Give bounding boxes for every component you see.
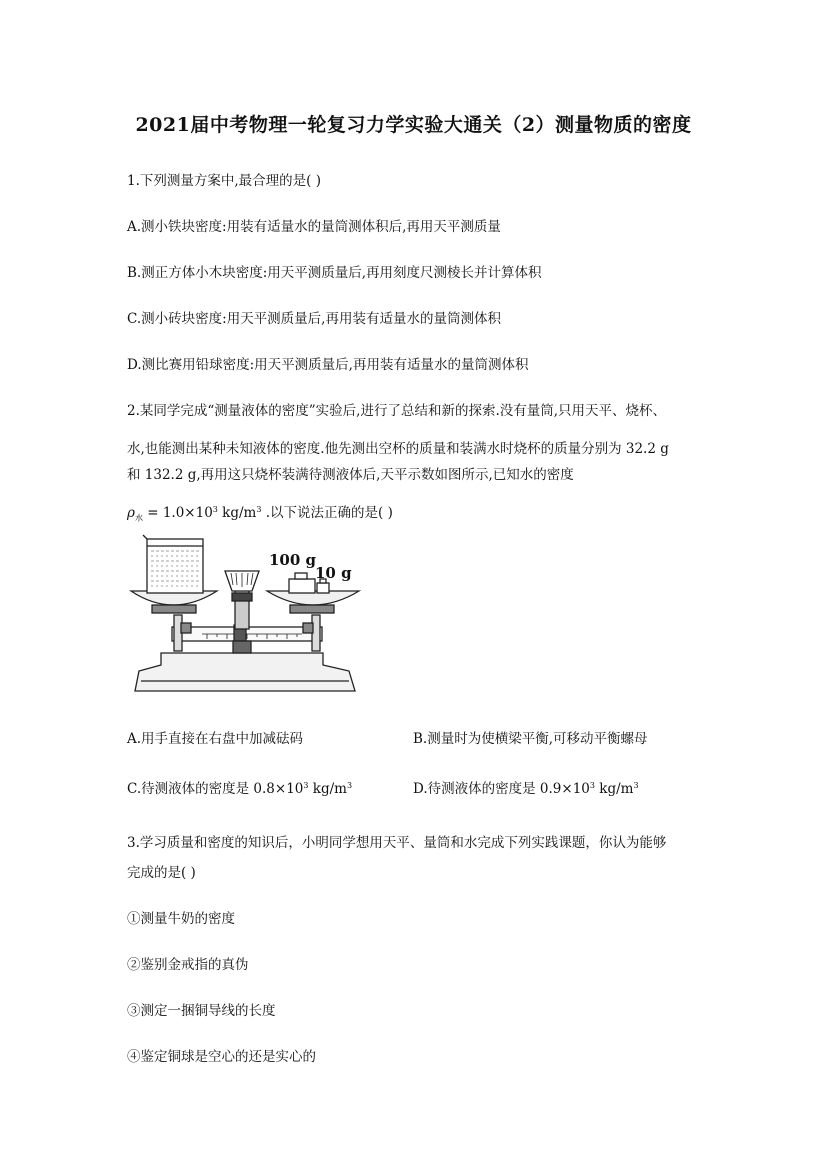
weight-label-100g: 100 g [269,551,317,569]
rho-symbol: ρ [127,505,135,521]
formula-unit: kg/m [217,505,257,521]
rho-subscript: 水 [134,513,143,523]
q2-option-a: A.用手直接在右盘中加减砝码 [127,731,304,747]
formula-tail: .以下说法正确的是( ) [261,505,393,521]
q2-option-c-unit: kg/m [308,781,347,797]
q1-option-c: C.测小砖块密度:用天平测质量后,再用装有适量水的量筒测体积 [127,311,501,327]
q2-formula [127,501,393,524]
q3-item-2: ②鉴别金戒指的真伪 [127,957,249,973]
formula-unit-exp: 3 [256,505,262,514]
q1-stem: 1.下列测量方案中,最合理的是( ) [127,173,321,189]
q2-option-c-unit-exp: 3 [346,781,353,790]
q2-option-b: B.测量时为使横梁平衡,可移动平衡螺母 [413,731,648,747]
q3-item-1: ①测量牛奶的密度 [127,911,235,927]
q2-option-d-text: D.待测液体的密度是 0.9×10 [413,781,590,797]
q2-option-c-exp: 3 [303,781,309,790]
q2-option-d-unit-exp: 3 [633,781,639,790]
q2-option-d-unit: kg/m [594,781,634,797]
formula-exp: 3 [212,505,218,514]
q2-stem-line1: 2.某同学完成“测量液体的密度”实验后,进行了总结和新的探索.没有量筒,只用天平、烧杯、 [127,403,667,419]
q3-stem-line1: 3.学习质量和密度的知识后，小明同学想用天平、量筒和水完成下列实践课题，你认为能够 [127,835,667,851]
q3-item-4: ④鉴定铜球是空心的还是实心的 [127,1049,316,1065]
q2-option-d-exp: 3 [589,781,595,790]
q1-option-d: D.测比赛用铅球密度:用天平测质量后,再用装有适量水的量筒测体积 [127,357,529,373]
q3-stem-line2: 完成的是( ) [127,865,196,881]
balance-figure [127,533,362,698]
beaker [147,539,203,593]
q2-option-c-text: C.待测液体的密度是 0.8×10 [127,781,304,797]
q2-stem-line3: 和 132.2 g,再用这只烧杯装满待测液体后,天平示数如图所示,已知水的密度 [127,467,574,483]
balance-base [135,653,355,691]
q3-item-3: ③测定一捆铜导线的长度 [127,1003,276,1019]
formula-eq: = 1.0×10 [142,505,213,521]
weight-label-10g: 10 g [315,564,352,582]
q1-option-a: A.测小铁块密度:用装有适量水的量筒测体积后,再用天平测质量 [127,219,501,235]
q1-option-b: B.测正方体小木块密度:用天平测质量后,再用刻度尺测棱长并计算体积 [127,265,542,281]
q2-option-d [413,777,639,797]
page-title: 2021届中考物理一轮复习力学实验大通关（2）测量物质的密度 [135,114,692,136]
q2-option-c [127,777,352,797]
q2-stem-line2: 水,也能测出某种未知液体的密度.他先测出空杯的质量和装满水时烧杯的质量分别为 32.2 g [127,441,669,457]
weight-100g [289,579,315,593]
weight-10g [317,583,329,593]
